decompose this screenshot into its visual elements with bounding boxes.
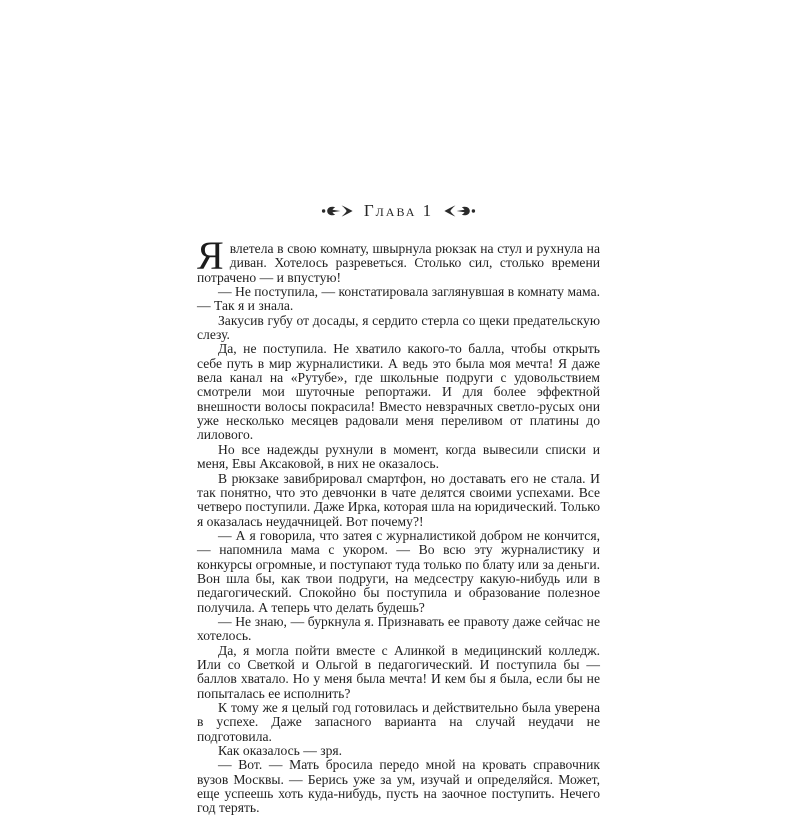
- paragraph: К тому же я целый год готовилась и действительно была уверена в успехе. Даже запасного варианта на случай неудачи не подготовила.: [197, 700, 600, 744]
- paragraph: В рюкзаке завибрировал смартфон, но доставать его не стала. И так понятно, что это девчонки в чате делятся своими успехами. Все четверо поступили. Даже Ирка, которая шла на юридический. Только я оказалась неудачницей. Вот почему?!: [197, 470, 600, 529]
- paragraph-first: [197, 233, 600, 285]
- chapter-text: [197, 233, 600, 816]
- paragraph: — А я говорила, что затея с журналистикой добром не кончится, — напомнила мама с укором. — Во всю эту журналистику и конкурсы огромные, и поступают туда только по блату или за деньги. Вон шла бы, как твои подруги, на медсестру какую-нибудь или в педагогический. Спокойно бы поступила и образование полезное получила. А теперь что делать будешь?: [197, 527, 600, 615]
- chapter-heading: [197, 199, 600, 223]
- paragraph: — Не поступила, — констатировала заглянувшая в комнату мама. — Так я и знала.: [197, 284, 600, 314]
- paragraph: — Не знаю, — буркнула я. Признавать ее правоту даже сейчас не хотелось.: [197, 613, 600, 644]
- paragraph: Да, я могла пойти вместе с Алинкой в медицинский колледж. Или со Светкой и Ольгой в педагогический. И поступила бы — баллов хватало. Но у меня была мечта! И кем бы я была, если бы не попыталась ее исполнить?: [197, 642, 600, 701]
- paragraph: Закусив губу от досады, я сердито стерла со щеки предательскую слезу.: [197, 312, 600, 343]
- fleuron-right-icon: [442, 203, 476, 219]
- chapter-title: Глава 1: [363, 201, 434, 220]
- drop-cap: Я: [197, 233, 224, 278]
- paragraph: Но все надежды рухнули в момент, когда вывесили списки и меня, Евы Аксаковой, в них не оказалось.: [197, 441, 600, 472]
- paragraph: Как оказалось — зря.: [218, 743, 343, 759]
- fleuron-left-icon: [321, 203, 355, 219]
- paragraph: Да, не поступила. Не хватило какого-то балла, чтобы открыть себе путь в мир журналистики. А ведь это была моя мечта! Я даже вела канал на «Рутубе», где школьные подруги с удовольствием смотрели мои шуточные репортажи. И для более эффектной внешности волосы покрасила! Вместо невзрачных светло-русых они уже несколько месяцев радовали меня переливом от платины до лилового.: [197, 341, 600, 443]
- paragraph: — Вот. — Мать бросила передо мной на кровать справочник вузов Москвы. — Берись уже за ум, изучай и определяйся. Может, еще успеешь хоть куда-нибудь, пусть на заочное поступить. Нечего год терять.: [197, 757, 600, 816]
- paragraph-text: влетела в свою комнату, швырнула рюкзак на стул и рухнула на диван. Хотелось разреветься. Столько сил, столько времени потрачено — и впустую!: [197, 241, 600, 285]
